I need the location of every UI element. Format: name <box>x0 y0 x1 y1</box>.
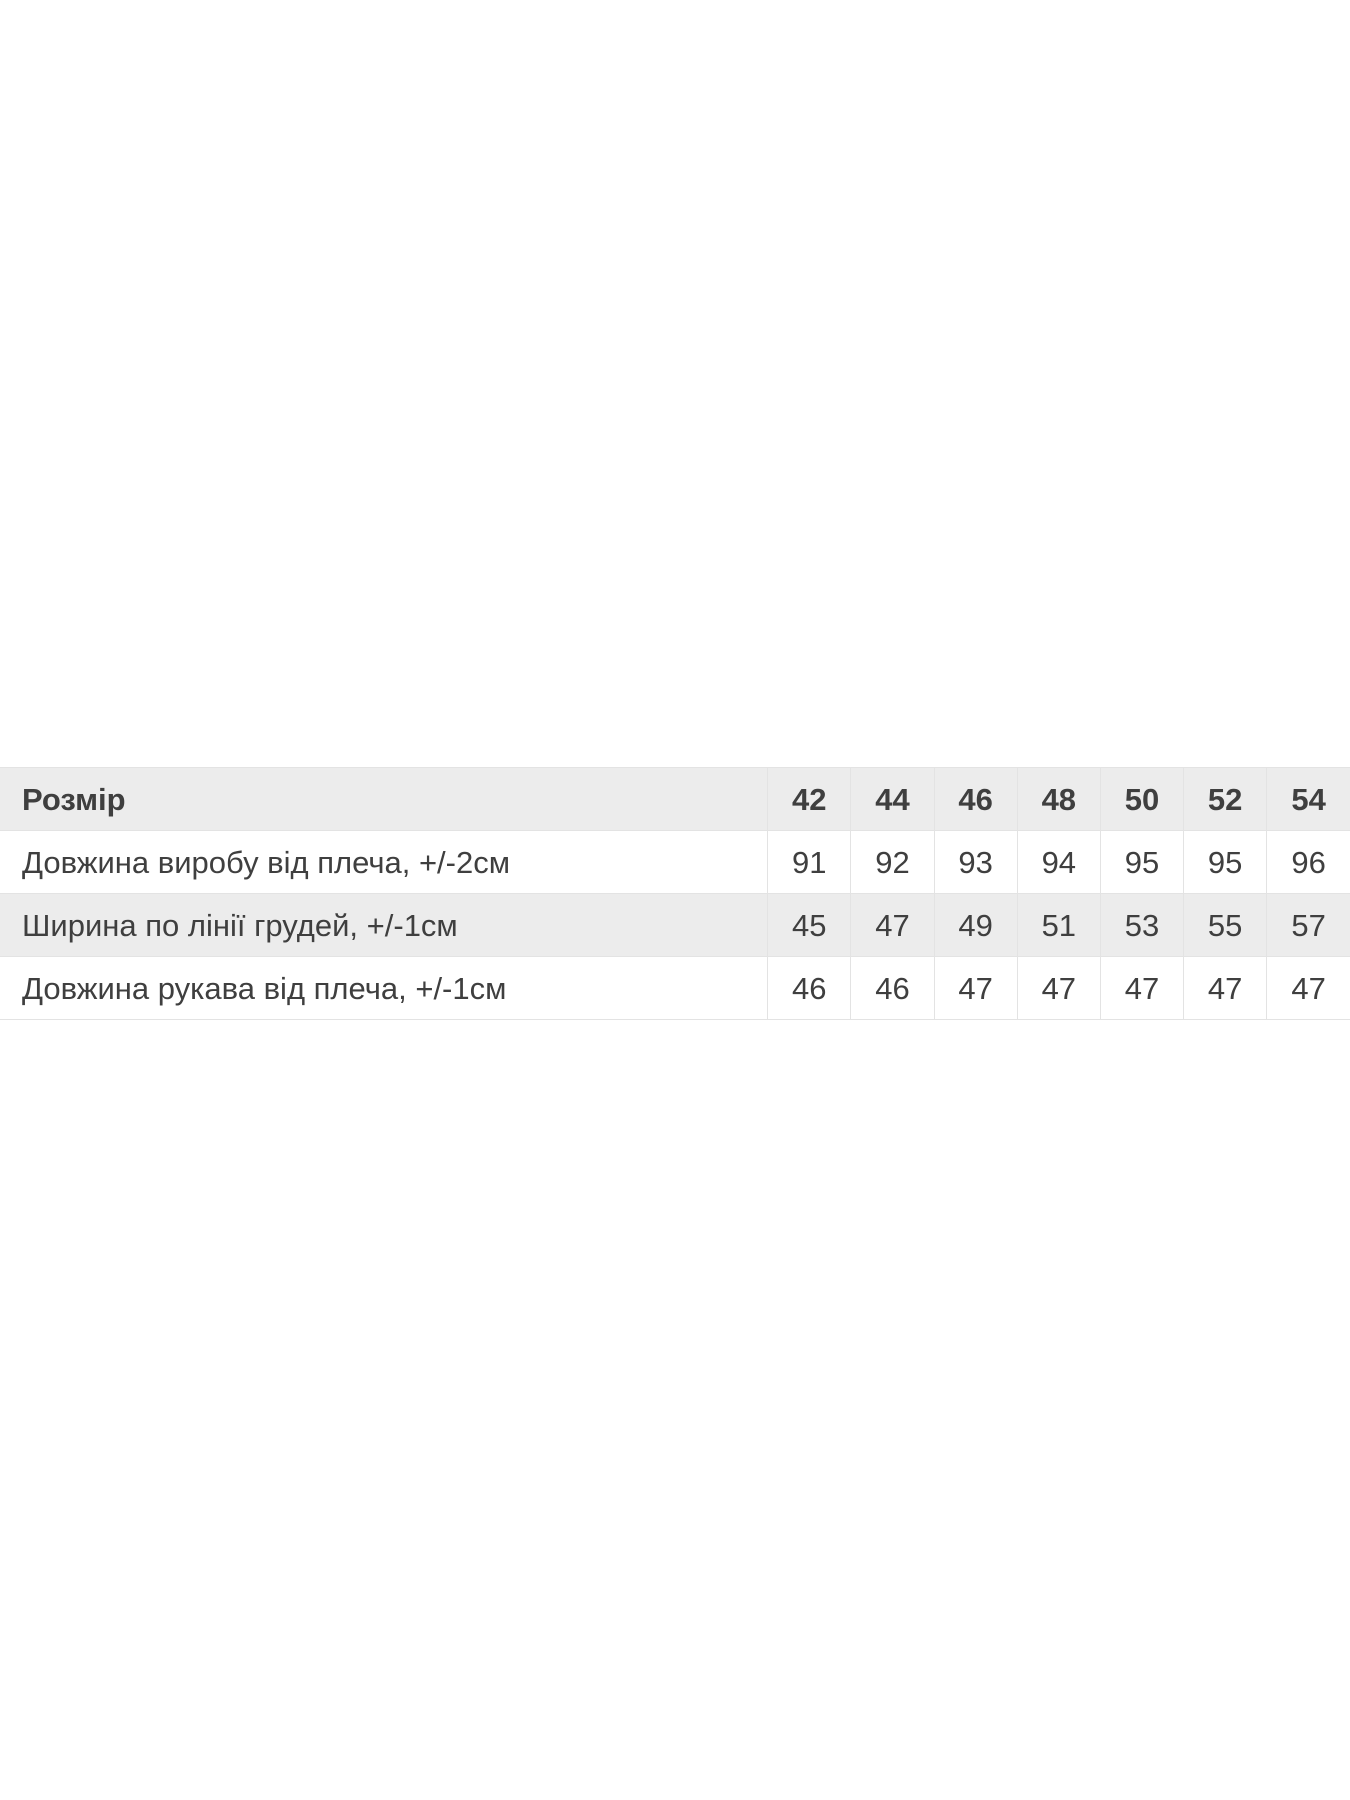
cell-length-54: 96 <box>1267 831 1350 894</box>
table-row <box>0 894 1350 957</box>
cell-chest-52: 55 <box>1184 894 1267 957</box>
cell-chest-54: 57 <box>1267 894 1350 957</box>
cell-chest-42: 45 <box>768 894 851 957</box>
header-size-42: 42 <box>768 768 851 831</box>
cell-sleeve-42: 46 <box>768 957 851 1020</box>
cell-length-46: 93 <box>934 831 1017 894</box>
cell-chest-46: 49 <box>934 894 1017 957</box>
header-size-50: 50 <box>1100 768 1183 831</box>
cell-sleeve-52: 47 <box>1184 957 1267 1020</box>
cell-length-48: 94 <box>1017 831 1100 894</box>
header-size-label: Розмір <box>0 768 768 831</box>
cell-length-42: 91 <box>768 831 851 894</box>
cell-sleeve-54: 47 <box>1267 957 1350 1020</box>
cell-length-50: 95 <box>1100 831 1183 894</box>
row-label-product-length: Довжина виробу від плеча, +/-2см <box>0 831 768 894</box>
table-row <box>0 957 1350 1020</box>
table-row <box>0 831 1350 894</box>
cell-sleeve-50: 47 <box>1100 957 1183 1020</box>
header-size-52: 52 <box>1184 768 1267 831</box>
cell-chest-50: 53 <box>1100 894 1183 957</box>
header-size-46: 46 <box>934 768 1017 831</box>
size-chart-container <box>0 767 1350 1020</box>
row-label-sleeve-length: Довжина рукава від плеча, +/-1см <box>0 957 768 1020</box>
cell-length-44: 92 <box>851 831 934 894</box>
header-size-44: 44 <box>851 768 934 831</box>
table-header-row <box>0 768 1350 831</box>
cell-length-52: 95 <box>1184 831 1267 894</box>
cell-sleeve-48: 47 <box>1017 957 1100 1020</box>
cell-chest-48: 51 <box>1017 894 1100 957</box>
cell-sleeve-44: 46 <box>851 957 934 1020</box>
header-size-54: 54 <box>1267 768 1350 831</box>
cell-chest-44: 47 <box>851 894 934 957</box>
header-size-48: 48 <box>1017 768 1100 831</box>
cell-sleeve-46: 47 <box>934 957 1017 1020</box>
size-chart-table <box>0 767 1350 1020</box>
row-label-chest-width: Ширина по лінії грудей, +/-1см <box>0 894 768 957</box>
